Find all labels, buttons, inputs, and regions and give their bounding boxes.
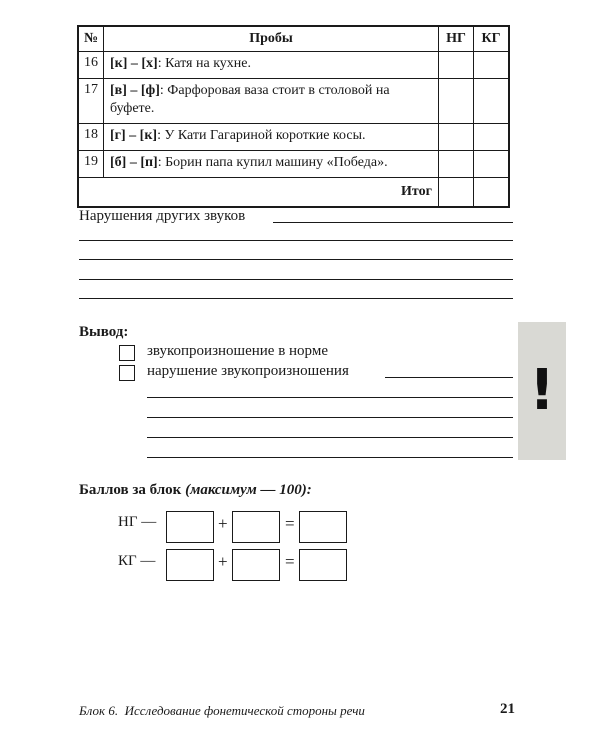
ng-score-cell[interactable] <box>439 151 474 178</box>
kg-total-cell[interactable] <box>474 178 510 208</box>
table-row <box>78 52 509 79</box>
probe-sentence: : Борин папа купил машину «Победа». <box>157 155 388 170</box>
header-num: № <box>78 26 104 52</box>
row-number: 19 <box>78 151 104 178</box>
answer-line[interactable] <box>273 222 513 223</box>
table-header-row <box>78 26 509 52</box>
score-title-text: Баллов за блок <box>79 482 182 498</box>
plus-sign: + <box>218 514 228 533</box>
kg-score-cell[interactable] <box>474 79 510 124</box>
header-probes: Пробы <box>104 26 439 52</box>
total-row <box>78 178 509 208</box>
ng-score-cell[interactable] <box>439 124 474 151</box>
conclusion-title: Вывод: <box>79 324 129 340</box>
sound-pair: [в] – [ф] <box>110 83 160 98</box>
ng-score-box-1[interactable] <box>166 511 214 543</box>
answer-line[interactable] <box>147 397 513 398</box>
probe-sentence: : У Кати Гагариной короткие косы. <box>157 128 366 143</box>
other-violations-label: Нарушения других звуков <box>79 208 246 224</box>
probe-sentence: : Фарфоровая ваза стоит в столовой на буфете. <box>110 83 390 116</box>
attention-tab <box>518 322 566 460</box>
kg-score-cell[interactable] <box>474 124 510 151</box>
ng-score-total-box[interactable] <box>299 511 347 543</box>
ng-score-label: НГ — <box>118 514 157 530</box>
norm-checkbox[interactable] <box>119 345 135 361</box>
footer-title: Исследование фонетической стороны речи <box>124 703 365 718</box>
score-title <box>79 482 312 499</box>
kg-score-box-1[interactable] <box>166 549 214 581</box>
kg-score-cell[interactable] <box>474 52 510 79</box>
equals-sign: = <box>285 514 295 533</box>
table-row <box>78 124 509 151</box>
violation-checkbox[interactable] <box>119 365 135 381</box>
table-row <box>78 151 509 178</box>
kg-score-total-box[interactable] <box>299 549 347 581</box>
row-number: 16 <box>78 52 104 79</box>
answer-line[interactable] <box>79 298 513 299</box>
answer-line[interactable] <box>385 377 513 378</box>
page-footer <box>79 703 365 719</box>
table-row <box>78 79 509 124</box>
ng-score-box-2[interactable] <box>232 511 280 543</box>
kg-score-box-2[interactable] <box>232 549 280 581</box>
kg-score-label: КГ — <box>118 553 156 569</box>
answer-line[interactable] <box>79 240 513 241</box>
norm-option-label: звукопроизношение в норме <box>147 343 328 359</box>
violation-option-label: нарушение звукопроизношения <box>147 363 349 379</box>
score-title-note: (максимум — 100): <box>185 482 312 498</box>
footer-block: Блок 6. <box>79 703 119 718</box>
answer-line[interactable] <box>79 279 513 280</box>
probe-text <box>104 124 439 151</box>
probe-text <box>104 151 439 178</box>
page-number: 21 <box>500 701 515 717</box>
sound-pair: [б] – [п] <box>110 155 158 170</box>
sound-pair: [к] – [х] <box>110 56 158 71</box>
header-ng: НГ <box>439 26 474 52</box>
exclamation-icon: ! <box>529 358 555 423</box>
row-number: 17 <box>78 79 104 124</box>
ng-total-cell[interactable] <box>439 178 474 208</box>
answer-line[interactable] <box>79 259 513 260</box>
probes-table <box>77 25 510 208</box>
answer-line[interactable] <box>147 437 513 438</box>
answer-line[interactable] <box>147 457 513 458</box>
sound-pair: [г] – [к] <box>110 128 158 143</box>
row-number: 18 <box>78 124 104 151</box>
plus-sign: + <box>218 552 228 571</box>
probe-sentence: : Катя на кухне. <box>157 56 252 71</box>
ng-score-cell[interactable] <box>439 79 474 124</box>
probe-text <box>104 79 439 124</box>
header-kg: КГ <box>474 26 510 52</box>
kg-score-cell[interactable] <box>474 151 510 178</box>
ng-score-cell[interactable] <box>439 52 474 79</box>
total-label: Итог <box>78 178 439 208</box>
probe-text <box>104 52 439 79</box>
equals-sign: = <box>285 552 295 571</box>
answer-line[interactable] <box>147 417 513 418</box>
